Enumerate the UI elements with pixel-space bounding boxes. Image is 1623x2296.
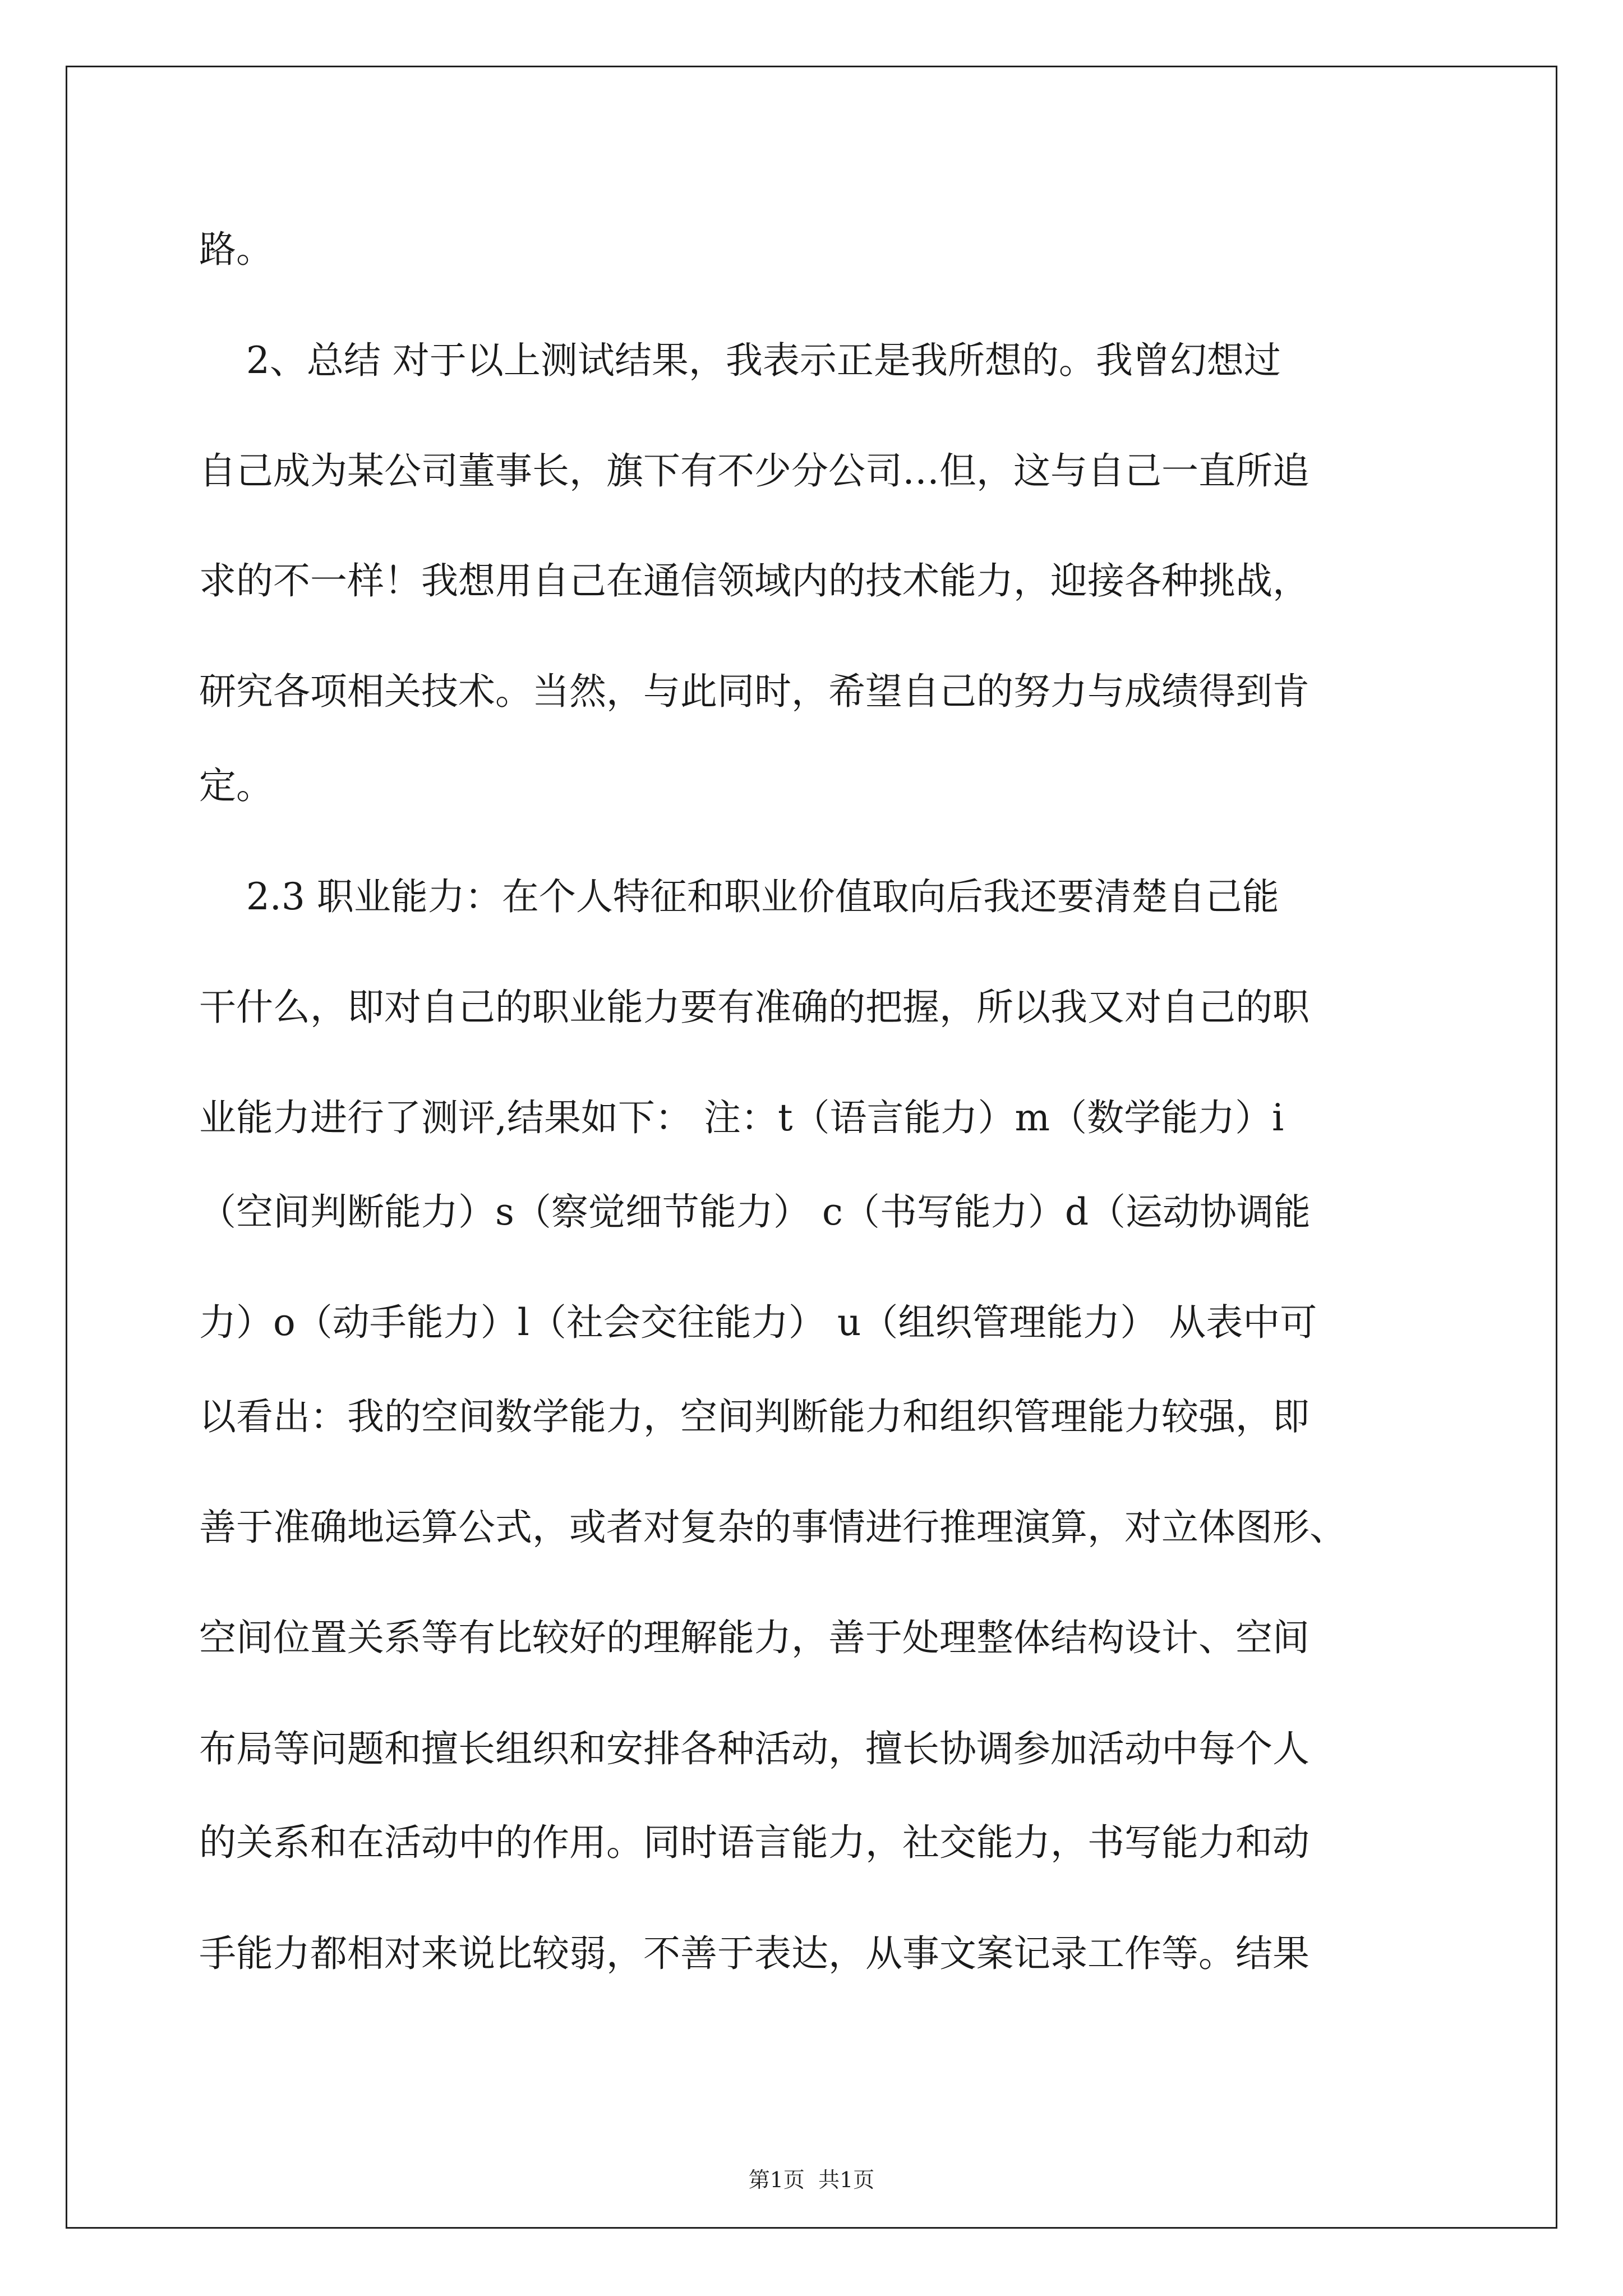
text-line: 的关系和在活动中的作用。同时语言能力，社交能力，书写能力和动 xyxy=(199,1821,1310,1864)
text-line: 布局等问题和擅长组织和安排各种活动，擅长协调参加活动中每个人 xyxy=(199,1727,1310,1770)
text-line: 以看出：我的空间数学能力，空间判断能力和组织管理能力较强，即 xyxy=(199,1395,1310,1438)
text-line: 业能力进行了测评,结果如下： 注：t（语言能力）m（数学能力）i xyxy=(199,1096,1284,1139)
text-line: （空间判断能力）s（察觉细节能力） c（书写能力）d（运动协调能 xyxy=(199,1190,1311,1234)
text-line: 手能力都相对来说比较弱，不善于表达，从事文案记录工作等。结果 xyxy=(199,1932,1310,1975)
text-line: 2、总结 对于以上测试结果，我表示正是我所想的。我曾幻想过 xyxy=(199,339,1281,382)
text-line: 空间位置关系等有比较好的理解能力，善于处理整体结构设计、空间 xyxy=(199,1616,1310,1659)
text-line: 路。 xyxy=(199,228,273,271)
page-number-footer: 第1页 共1页 xyxy=(748,2168,875,2192)
text-line: 定。 xyxy=(199,764,273,807)
text-line: 力）o（动手能力）l（社会交往能力） u（组织管理能力） 从表中可 xyxy=(199,1301,1317,1344)
page-border xyxy=(66,66,1557,2229)
text-line: 研究各项相关技术。当然，与此同时，希望自己的努力与成绩得到肯 xyxy=(199,670,1310,713)
text-line: 干什么，即对自己的职业能力要有准确的把握，所以我又对自己的职 xyxy=(199,986,1310,1029)
text-line: 求的不一样！我想用自己在通信领域内的技术能力，迎接各种挑战， xyxy=(199,559,1310,602)
text-line: 自己成为某公司董事长，旗下有不少分公司…但，这与自己一直所追 xyxy=(199,449,1310,493)
text-line: 2.3 职业能力：在个人特征和职业价值取向后我还要清楚自己能 xyxy=(199,875,1279,918)
text-line: 善于准确地运算公式，或者对复杂的事情进行推理演算，对立体图形、 xyxy=(199,1506,1347,1549)
